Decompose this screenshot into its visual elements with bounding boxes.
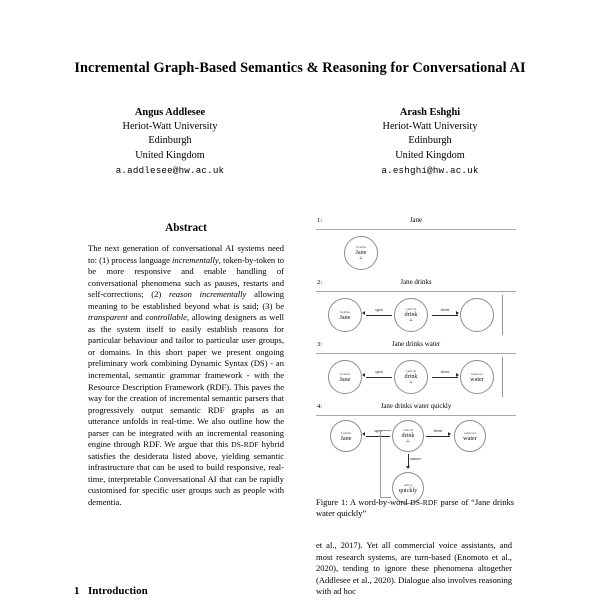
figure-row-graph bbox=[316, 230, 516, 278]
figure-caption-a: Figure 1: A word-by-word bbox=[316, 497, 411, 507]
figure-ds-rdf-parse bbox=[316, 218, 516, 493]
node-pointer-label: ⊥ bbox=[409, 317, 413, 323]
node-main-label: Jane bbox=[339, 375, 351, 383]
graph-edge-label-manner: manner bbox=[410, 457, 421, 461]
figure-row-words: Jane bbox=[409, 217, 423, 224]
author-university: Heriot-Watt University bbox=[122, 121, 218, 133]
figure-row-4 bbox=[316, 404, 516, 504]
abstract-paragraph bbox=[88, 243, 284, 509]
figure-row-header bbox=[316, 404, 516, 416]
graph-pointer-bar bbox=[502, 295, 503, 335]
section-number: 1 bbox=[74, 585, 80, 597]
graph-edge-theme bbox=[432, 377, 458, 378]
author-email[interactable]: a.eshghi@hw.ac.uk bbox=[381, 164, 479, 176]
figure-caption-b: parse of “Jane drinks water quickly” bbox=[316, 497, 514, 519]
node-main-label: drink bbox=[404, 373, 418, 381]
graph-edge-theme bbox=[432, 315, 458, 316]
node-main-label: Jane bbox=[340, 434, 352, 442]
node-main-label: Jane bbox=[339, 313, 351, 321]
node-type-label: verb:dr bbox=[405, 307, 417, 312]
abstract-text-c: allowing meaning to be established beyond what is said; (3) be bbox=[88, 289, 285, 311]
abstract-text-b: , token-by-token to be more responsive and enable handling of conversational phenomena such as pauses, restarts and self-corrections; (2) bbox=[88, 254, 284, 300]
right-column bbox=[316, 540, 512, 598]
author-country: United Kingdom bbox=[395, 149, 465, 161]
node-type-label: foaf:na bbox=[356, 245, 366, 250]
graph-node-empty[interactable] bbox=[460, 298, 494, 332]
figure-row-graph bbox=[316, 416, 516, 504]
node-main-label: water bbox=[470, 375, 484, 383]
node-main-label: quickly bbox=[398, 486, 418, 494]
node-main-label: Jane bbox=[355, 249, 367, 257]
figure-caption-smallcaps-ds-rdf: DS-RDF bbox=[410, 498, 438, 507]
graph-scope-bracket bbox=[380, 430, 391, 498]
figure-row-number: 2: bbox=[317, 279, 323, 286]
node-type-label: noun:wa bbox=[463, 430, 477, 435]
node-type-label: noun:wa bbox=[470, 371, 484, 376]
arrow-left-icon bbox=[362, 311, 365, 315]
node-pointer-label: ⊥ bbox=[406, 438, 410, 444]
figure-row-number: 4: bbox=[317, 403, 323, 410]
author-block bbox=[320, 106, 540, 178]
graph-node-drink[interactable] bbox=[392, 420, 424, 452]
page-title: Incremental Graph-Based Semantics & Reasoning for Conversational AI bbox=[74, 60, 526, 76]
arrow-left-icon bbox=[362, 432, 365, 436]
figure-row-3 bbox=[316, 342, 516, 402]
abstract-text-d: and bbox=[127, 312, 146, 323]
node-main-label: drink bbox=[404, 311, 418, 319]
node-type-label: foaf:na bbox=[341, 430, 351, 435]
figure-row-number: 3: bbox=[317, 341, 323, 348]
figure-row-header bbox=[316, 280, 516, 292]
graph-node-jane[interactable] bbox=[328, 298, 362, 332]
graph-node-water[interactable] bbox=[460, 360, 494, 394]
node-type-label: foaf:na bbox=[340, 309, 350, 314]
figure-row-header bbox=[316, 342, 516, 354]
abstract-text-e: , allowing designers as well as the system itself to easily establish reasons for particular behaviour and tailor to particular user groups, or domains. In this short paper we present ongoing preliminary work combining Dynamic Syntax (DS) - an incremental, semantic grammar framework - with the Resource Description Framework (RDF). This paves the way for the creation of incremental semantic parsers that progressively output semantic RDF graphs as an utterance unfolds in real-time. We also outline how the parser can be integrated with an incremental reasoning engine through RDF. We argue that this bbox=[88, 312, 284, 450]
figure-row-words: Jane drinks bbox=[400, 279, 432, 286]
figure-row-header bbox=[316, 218, 516, 230]
abstract-em-controllable: controllable bbox=[145, 312, 187, 323]
author-city: Edinburgh bbox=[148, 135, 192, 147]
graph-node-jane[interactable] bbox=[344, 236, 378, 270]
graph-edge-label-theme: theme bbox=[433, 429, 443, 433]
author-list bbox=[60, 106, 540, 178]
graph-edge-label-theme: theme bbox=[440, 308, 450, 312]
graph-edge-label-agent: agent bbox=[375, 308, 383, 312]
graph-edge-label-theme: theme bbox=[440, 370, 450, 374]
graph-node-jane[interactable] bbox=[330, 420, 362, 452]
figure-row-2 bbox=[316, 280, 516, 340]
figure-row-words: Jane drinks water bbox=[391, 341, 441, 348]
node-main-label: drink bbox=[401, 432, 415, 440]
figure-row-graph bbox=[316, 292, 516, 340]
abstract-heading: Abstract bbox=[165, 222, 207, 234]
abstract-em-incrementally: incrementally bbox=[172, 254, 219, 265]
node-type-label: verb:dr bbox=[405, 369, 417, 374]
abstract-em-reason-incrementally: reason incrementally bbox=[168, 289, 247, 300]
graph-pointer-bar bbox=[502, 357, 503, 397]
node-type-label: adv:q bbox=[404, 482, 412, 487]
left-column bbox=[88, 222, 284, 509]
graph-node-water[interactable] bbox=[454, 420, 486, 452]
graph-node-drink[interactable] bbox=[394, 298, 428, 332]
author-block bbox=[60, 106, 280, 178]
author-city: Edinburgh bbox=[408, 135, 452, 147]
graph-edge-label-agent: agent bbox=[374, 429, 382, 433]
graph-node-drink[interactable] bbox=[394, 360, 428, 394]
author-name: Angus Addlesee bbox=[134, 107, 206, 118]
abstract-em-transparent: transparent bbox=[88, 312, 128, 323]
author-name: Arash Eshghi bbox=[399, 107, 461, 118]
section-heading-introduction: Introduction bbox=[88, 585, 148, 597]
graph-edge-agent bbox=[366, 377, 392, 378]
graph-edge-theme bbox=[426, 436, 450, 437]
right-column-paragraph: et al., 2017). Yet all commercial voice assistants, and most research systems, are turn-based (Enomoto et al., 2020), tending to ignore these phenomena altogether (Addlesee et al., 2020). Dialogue also involves reasoning with ad hoc bbox=[316, 540, 512, 597]
figure-row-1 bbox=[316, 218, 516, 278]
node-type-label: foaf:na bbox=[340, 371, 350, 376]
figure-row-words: Jane drinks water quickly bbox=[380, 403, 452, 410]
node-type-label: verb:dr bbox=[402, 428, 414, 433]
abstract-text-f: hybrid satisfies the desiderata listed above, yielding semantic infrastructure that can be used to build responsive, real-time, interpretable Conversational AI that can be rapidly customised for specific user groups such as people with dementia. bbox=[88, 439, 284, 508]
abstract-text-a: The next generation of conversational AI systems need to: (1) process language bbox=[88, 243, 284, 265]
author-email[interactable]: a.addlesee@hw.ac.uk bbox=[115, 164, 225, 176]
node-main-label: water bbox=[463, 434, 477, 442]
graph-edge-label-agent: agent bbox=[375, 370, 383, 374]
node-pointer-label: ⊥ bbox=[409, 379, 413, 385]
figure-caption bbox=[316, 497, 514, 520]
graph-edge-agent bbox=[366, 315, 392, 316]
author-country: United Kingdom bbox=[135, 149, 205, 161]
author-university: Heriot-Watt University bbox=[382, 121, 478, 133]
arrow-left-icon bbox=[362, 373, 365, 377]
abstract-smallcaps-ds-rdf: DS-RDF bbox=[231, 440, 259, 450]
arrow-down-icon bbox=[406, 466, 410, 469]
figure-row-number: 1: bbox=[317, 217, 323, 224]
figure-row-graph bbox=[316, 354, 516, 402]
graph-node-jane[interactable] bbox=[328, 360, 362, 394]
node-pointer-label: ⊥ bbox=[359, 255, 363, 261]
